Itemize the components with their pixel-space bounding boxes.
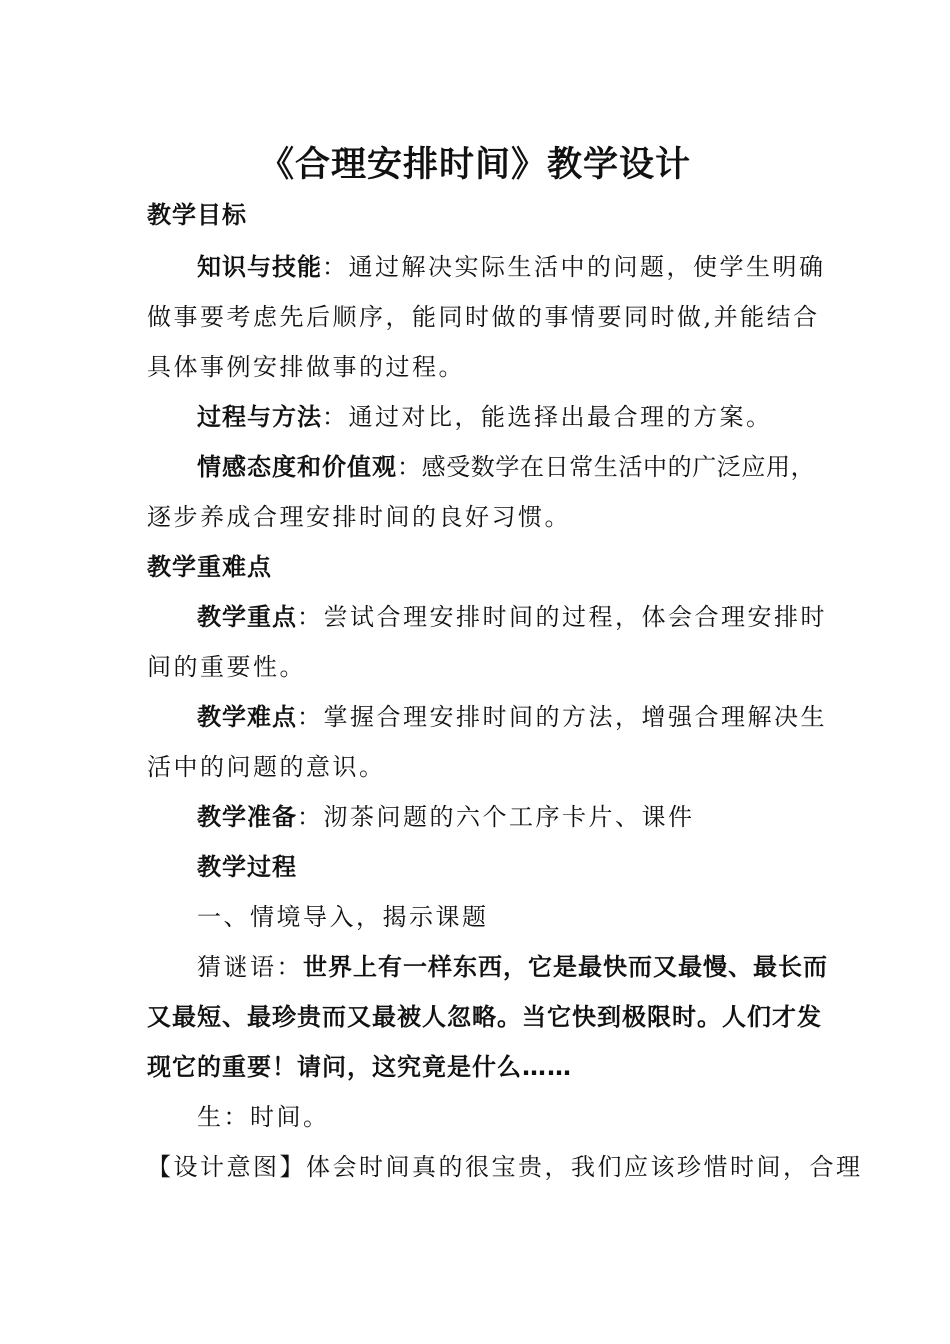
label-design-intent: 【设计意图】 <box>147 1153 306 1181</box>
text-knowledge-line-1: ：通过解决实际生活中的问题，使学生明确 <box>322 253 826 281</box>
paragraph-key-point <box>197 600 827 634</box>
text-emotion-line-1: ：感受数学在日常生活中的广泛应用， <box>397 453 816 481</box>
paragraph-process-methods <box>197 400 827 434</box>
label-emotion-values: 情感态度和价值观 <box>197 453 397 481</box>
paragraph-emotion-values <box>197 450 827 484</box>
text-process-methods: ：通过对比，能选择出最合理的方案。 <box>322 403 773 431</box>
heading-key-difficult-points: 教学重难点 <box>147 553 272 581</box>
text-design-intent: 体会时间真的很宝贵，我们应该珍惜时间，合理 <box>306 1153 863 1181</box>
paragraph-design-intent <box>147 1150 863 1184</box>
text-riddle-line-2: 又最短、最珍贵而又最被人忽略。当它快到极限时。人们才发 <box>147 1003 822 1031</box>
paragraph-difficult-point <box>197 700 827 734</box>
label-difficult-point: 教学难点 <box>197 703 297 731</box>
text-key-line-2: 间的重要性。 <box>147 653 306 681</box>
text-key-line-1: ：尝试合理安排时间的过程，体会合理安排时 <box>297 603 827 631</box>
text-difficult-line-2: 活中的问题的意识。 <box>147 753 386 781</box>
text-teaching-prep: ：沏茶问题的六个工序卡片、课件 <box>297 803 695 831</box>
section-heading-intro: 一、情境导入，揭示课题 <box>197 903 489 931</box>
document-title: 《合理安排时间》教学设计 <box>258 145 691 185</box>
label-riddle: 猜谜语： <box>197 953 303 981</box>
text-emotion-line-2: 逐步养成合理安排时间的良好习惯。 <box>147 503 571 531</box>
paragraph-riddle <box>197 950 827 984</box>
heading-teaching-process: 教学过程 <box>197 853 297 881</box>
text-knowledge-line-3: 具体事例安排做事的过程。 <box>147 353 465 381</box>
label-key-point: 教学重点 <box>197 603 297 631</box>
text-knowledge-line-2: 做事要考虑先后顺序，能同时做的事情要同时做,并能结合 <box>147 303 820 331</box>
heading-teaching-goals: 教学目标 <box>147 201 247 229</box>
paragraph-teaching-prep <box>197 800 827 834</box>
text-student-answer: 生：时间。 <box>197 1103 330 1131</box>
text-riddle-line-3: 现它的重要！请问，这究竟是什么…… <box>147 1053 572 1081</box>
label-teaching-prep: 教学准备 <box>197 803 297 831</box>
label-knowledge-skills: 知识与技能 <box>197 253 322 281</box>
label-process-methods: 过程与方法 <box>197 403 322 431</box>
paragraph-knowledge-skills <box>197 250 827 284</box>
text-difficult-line-1: ：掌握合理安排时间的方法，增强合理解决生 <box>297 703 827 731</box>
text-riddle-line-1: 世界上有一样东西，它是最快而又最慢、最长而 <box>303 953 828 981</box>
